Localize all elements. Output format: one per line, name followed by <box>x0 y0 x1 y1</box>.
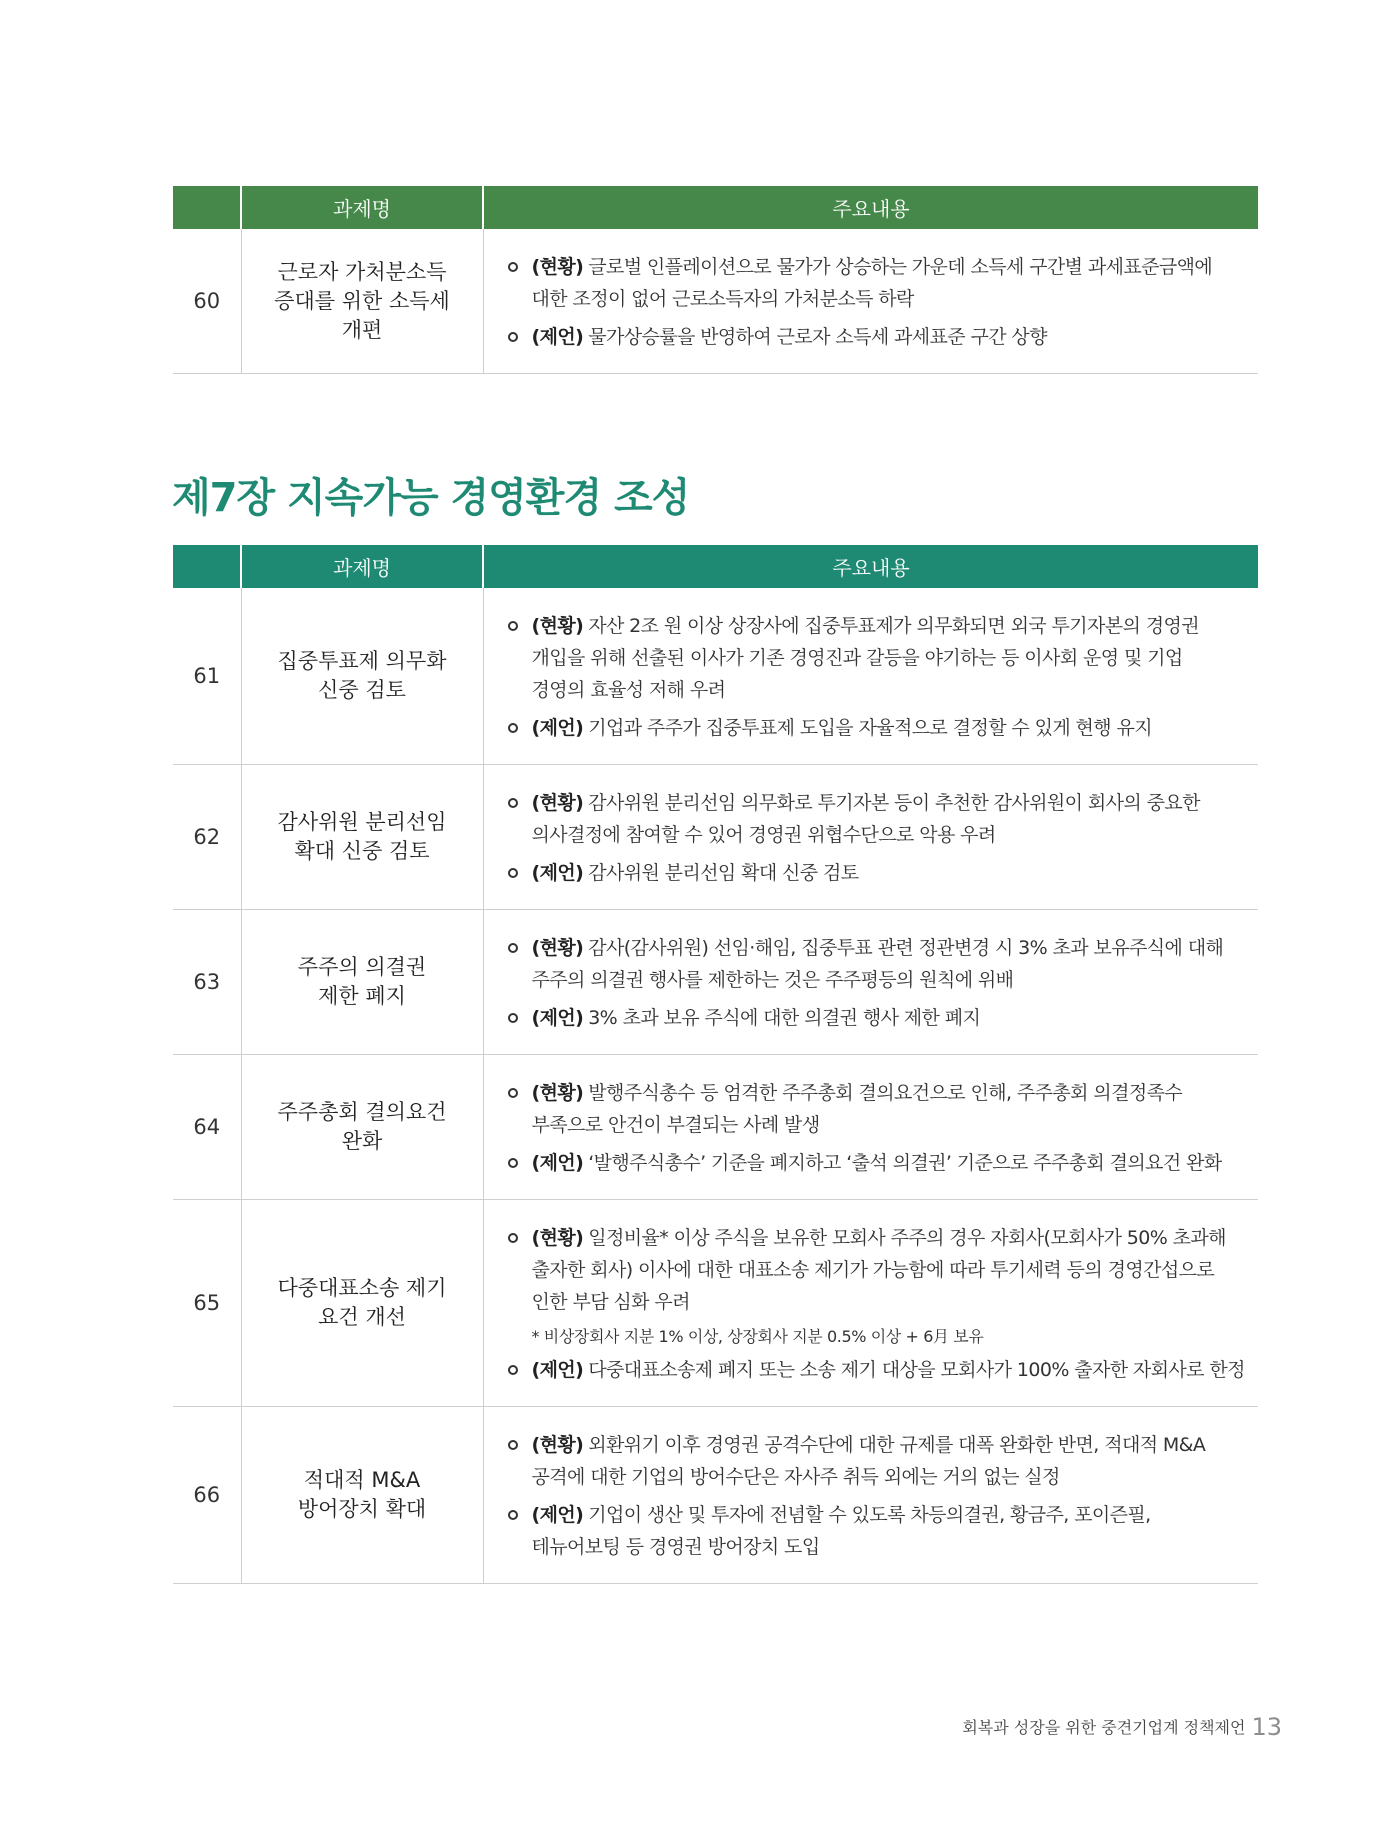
table-row <box>173 229 1258 374</box>
table-row <box>173 1055 1258 1200</box>
proposal-label: (제언) <box>531 1007 584 1029</box>
current-status-item <box>508 251 1253 315</box>
current-status-text: 대한 조정이 없어 근로소득자의 가처분소득 하락 <box>531 288 914 310</box>
task-name-line: 확대 신중 검토 <box>294 839 430 863</box>
current-status-text: 부족으로 안건이 부결되는 사례 발생 <box>531 1114 820 1136</box>
page-number: 13 <box>1251 1713 1282 1741</box>
proposal-item <box>508 712 1253 744</box>
current-status-label: (현황) <box>531 256 584 278</box>
current-status-text: 의사결정에 참여할 수 있어 경영권 위협수단으로 악용 우려 <box>531 824 996 846</box>
task-content <box>483 765 1258 910</box>
current-status-text: 인한 부담 심화 우려 <box>531 1291 690 1313</box>
current-status-text: 출자한 회사) 이사에 대한 대표소송 제기가 가능함에 따라 투기세력 등의 경영간섭으로 <box>531 1259 1215 1281</box>
header-main-content: 주요내용 <box>483 545 1258 588</box>
task-name-line: 주주총회 결의요건 <box>277 1100 447 1124</box>
proposal-item <box>508 1354 1253 1386</box>
table-header-row <box>173 186 1258 229</box>
task-name-line: 다중대표소송 제기 <box>277 1276 447 1300</box>
current-status-label: (현황) <box>531 937 584 959</box>
proposal-text: 기업이 생산 및 투자에 전념할 수 있도록 차등의결권, 황금주, 포이즌필, <box>588 1504 1151 1526</box>
task-name-line: 감사위원 분리선임 <box>277 810 447 834</box>
task-name-line: 완화 <box>341 1129 383 1153</box>
task-name <box>241 1200 483 1407</box>
table-row <box>173 1407 1258 1584</box>
current-status-text: 개입을 위해 선출된 이사가 기존 경영진과 갈등을 야기하는 등 이사회 운영 및 기업 <box>531 647 1183 669</box>
policy-table-top <box>173 186 1258 374</box>
hollow-circle-bullet-icon <box>508 868 518 878</box>
task-number: 65 <box>173 1200 241 1407</box>
task-content <box>483 1200 1258 1407</box>
current-status-item <box>508 1222 1253 1318</box>
current-status-text: 감사(감사위원) 선임·해임, 집중투표 관련 정관변경 시 3% 초과 보유주식에 대해 <box>588 937 1224 959</box>
footer-title: 회복과 성장을 위한 중견기업계 정책제언 <box>962 1718 1246 1737</box>
task-name-line: 요건 개선 <box>318 1305 406 1329</box>
hollow-circle-bullet-icon <box>508 621 518 631</box>
hollow-circle-bullet-icon <box>508 1233 518 1243</box>
task-name <box>241 910 483 1055</box>
proposal-text: 기업과 주주가 집중투표제 도입을 자율적으로 결정할 수 있게 현행 유지 <box>588 717 1153 739</box>
hollow-circle-bullet-icon <box>508 1158 518 1168</box>
current-status-label: (현황) <box>531 1082 584 1104</box>
current-status-item <box>508 787 1253 851</box>
hollow-circle-bullet-icon <box>508 332 518 342</box>
task-number: 64 <box>173 1055 241 1200</box>
current-status-text: 공격에 대한 기업의 방어수단은 자사주 취득 외에는 거의 없는 실정 <box>531 1466 1060 1488</box>
proposal-text: 3% 초과 보유 주식에 대한 의결권 행사 제한 폐지 <box>588 1007 981 1029</box>
task-name <box>241 1407 483 1584</box>
current-status-text: 발행주식총수 등 엄격한 주주총회 결의요건으로 인해, 주주총회 의결정족수 <box>588 1082 1183 1104</box>
table-row <box>173 910 1258 1055</box>
hollow-circle-bullet-icon <box>508 1013 518 1023</box>
current-status-item <box>508 1077 1253 1141</box>
task-content <box>483 229 1258 374</box>
current-status-label: (현황) <box>531 615 584 637</box>
task-name-line: 신중 검토 <box>318 678 406 702</box>
proposal-label: (제언) <box>531 326 584 348</box>
task-name-line: 집중투표제 의무화 <box>277 649 447 673</box>
proposal-text: ‘발행주식총수’ 기준을 폐지하고 ‘출석 의결권’ 기준으로 주주총회 결의요건 완화 <box>588 1152 1222 1174</box>
proposal-label: (제언) <box>531 1504 584 1526</box>
proposal-item <box>508 1147 1253 1179</box>
task-name-line: 적대적 M&A <box>303 1468 421 1492</box>
hollow-circle-bullet-icon <box>508 262 518 272</box>
current-status-text: 경영의 효율성 저해 우려 <box>531 679 726 701</box>
current-status-label: (현황) <box>531 1434 584 1456</box>
table-header-row <box>173 545 1258 588</box>
task-name <box>241 229 483 374</box>
table-row <box>173 1200 1258 1407</box>
task-name <box>241 765 483 910</box>
proposal-label: (제언) <box>531 862 584 884</box>
proposal-text: 다중대표소송제 폐지 또는 소송 제기 대상을 모회사가 100% 출자한 자회사로 한정 <box>588 1359 1245 1381</box>
table-row <box>173 765 1258 910</box>
task-content <box>483 1407 1258 1584</box>
task-number: 61 <box>173 588 241 765</box>
proposal-item <box>508 857 1253 889</box>
current-status-text: 외환위기 이후 경영권 공격수단에 대한 규제를 대폭 완화한 반면, 적대적 M&A <box>588 1434 1206 1456</box>
hollow-circle-bullet-icon <box>508 798 518 808</box>
current-status-label: (현황) <box>531 1227 584 1249</box>
current-status-item <box>508 1429 1253 1493</box>
proposal-text: 물가상승률을 반영하여 근로자 소득세 과세표준 구간 상향 <box>588 326 1047 348</box>
hollow-circle-bullet-icon <box>508 723 518 733</box>
task-name-line: 증대를 위한 소득세 <box>274 288 450 313</box>
hollow-circle-bullet-icon <box>508 943 518 953</box>
proposal-text: 감사위원 분리선임 확대 신중 검토 <box>588 862 859 884</box>
task-content <box>483 910 1258 1055</box>
current-status-item <box>508 610 1253 706</box>
header-number-cell <box>173 186 241 229</box>
current-status-label: (현황) <box>531 792 584 814</box>
proposal-item <box>508 1499 1253 1563</box>
task-number: 66 <box>173 1407 241 1584</box>
task-name-line: 방어장치 확대 <box>297 1497 427 1521</box>
proposal-label: (제언) <box>531 1359 584 1381</box>
current-status-text: 글로벌 인플레이션으로 물가가 상승하는 가운데 소득세 구간별 과세표준금액에 <box>588 256 1213 278</box>
current-status-text: 일정비율* 이상 주식을 보유한 모회사 주주의 경우 자회사(모회사가 50% 초과해 <box>588 1227 1226 1249</box>
proposal-label: (제언) <box>531 717 584 739</box>
hollow-circle-bullet-icon <box>508 1510 518 1520</box>
current-status-text: 감사위원 분리선임 의무화로 투기자본 등이 추천한 감사위원이 회사의 중요한 <box>588 792 1200 814</box>
policy-table-chapter7 <box>173 545 1258 1584</box>
table-row <box>173 588 1258 765</box>
task-number: 62 <box>173 765 241 910</box>
chapter-title: 제7장 지속가능 경영환경 조성 <box>172 475 690 521</box>
task-number: 60 <box>173 229 241 374</box>
task-name-line: 제한 폐지 <box>318 984 406 1008</box>
hollow-circle-bullet-icon <box>508 1365 518 1375</box>
footnote: * 비상장회사 지분 1% 이상, 상장회사 지분 0.5% 이상 + 6月 보유 <box>531 1327 984 1346</box>
current-status-text: 자산 2조 원 이상 상장사에 집중투표제가 의무화되면 외국 투기자본의 경영권 <box>588 615 1200 637</box>
task-content <box>483 1055 1258 1200</box>
header-number-cell <box>173 545 241 588</box>
proposal-text: 테뉴어보팅 등 경영권 방어장치 도입 <box>531 1536 820 1558</box>
current-status-text: 주주의 의결권 행사를 제한하는 것은 주주평등의 원칙에 위배 <box>531 969 1014 991</box>
task-number: 63 <box>173 910 241 1055</box>
header-main-content: 주요내용 <box>483 186 1258 229</box>
task-name-line: 주주의 의결권 <box>297 955 427 979</box>
hollow-circle-bullet-icon <box>508 1088 518 1098</box>
proposal-item <box>508 321 1253 353</box>
header-task-name: 과제명 <box>241 545 483 588</box>
proposal-item <box>508 1002 1253 1034</box>
proposal-label: (제언) <box>531 1152 584 1174</box>
task-name-line: 개편 <box>341 317 383 342</box>
task-content <box>483 588 1258 765</box>
task-name-line: 근로자 가처분소득 <box>277 259 447 284</box>
current-status-item <box>508 932 1253 996</box>
page-footer <box>962 1713 1282 1741</box>
header-task-name: 과제명 <box>241 186 483 229</box>
hollow-circle-bullet-icon <box>508 1440 518 1450</box>
task-name <box>241 1055 483 1200</box>
task-name <box>241 588 483 765</box>
